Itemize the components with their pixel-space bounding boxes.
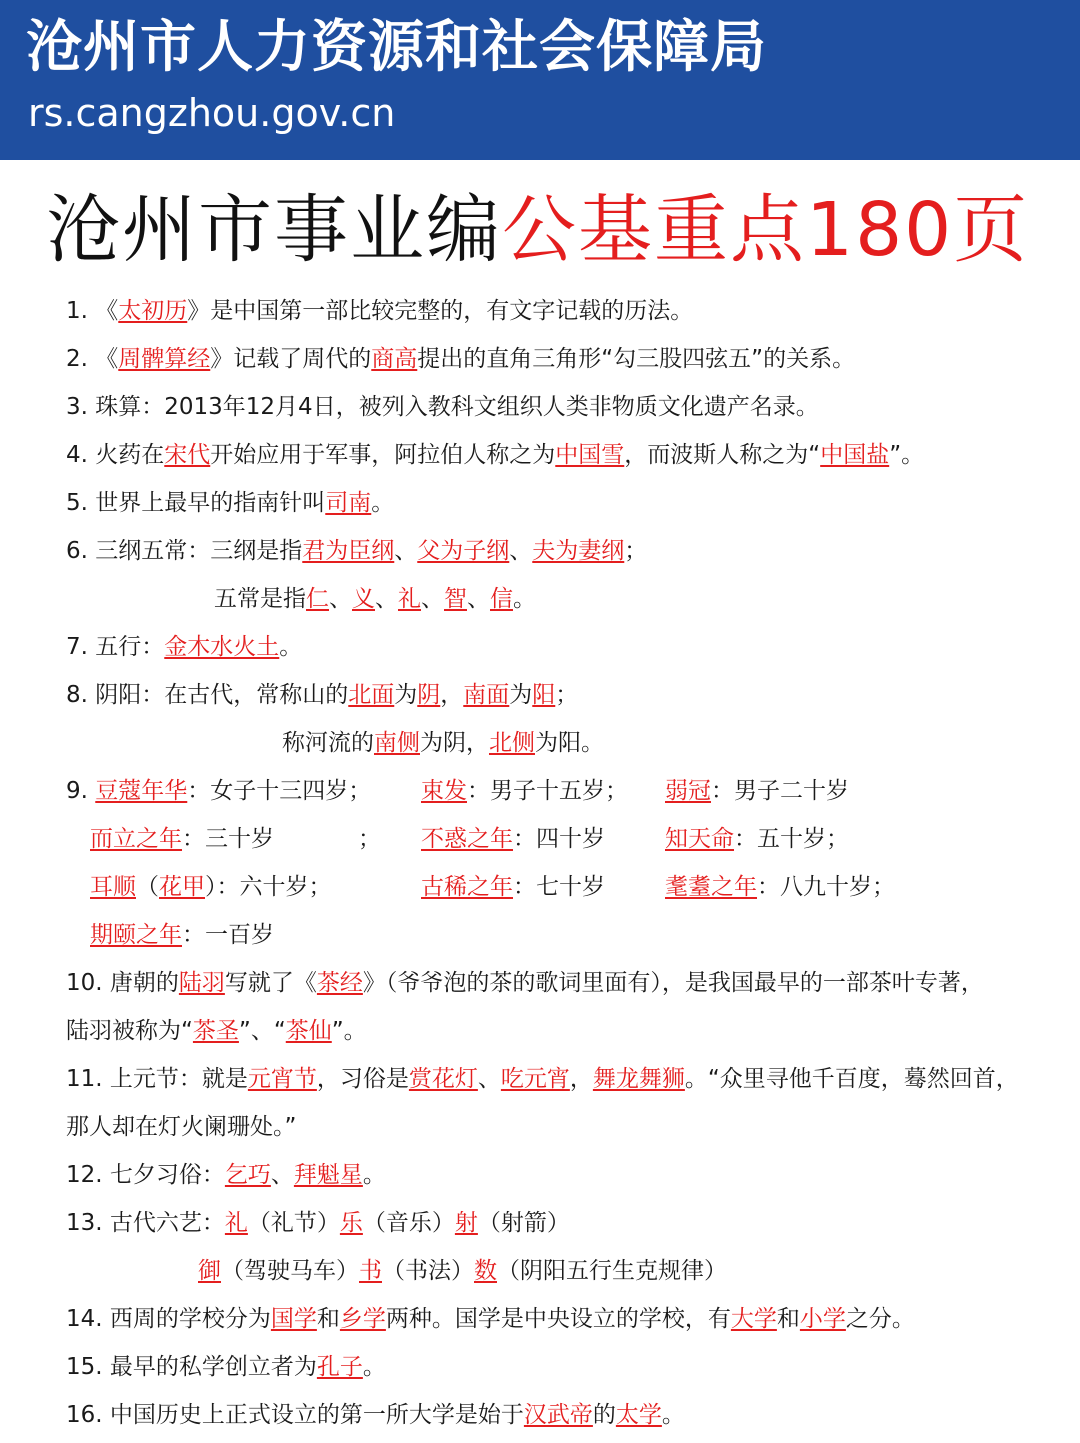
highlighted-term: 信 <box>490 586 513 612</box>
note-text: 和 <box>316 1306 340 1332</box>
note-line-item-4 <box>66 439 924 471</box>
note-text: ：八九十岁； <box>757 874 895 900</box>
note-line-item-8b <box>282 727 604 759</box>
note-text: 、 <box>467 586 490 612</box>
highlighted-term: 孔子 <box>316 1354 363 1380</box>
highlighted-term: 北面 <box>348 682 395 708</box>
note-text: 。 <box>661 1402 685 1428</box>
note-line-item-13a <box>66 1207 570 1239</box>
note-line-item-7 <box>66 631 302 663</box>
note-text: ， <box>440 682 464 708</box>
note-text: ”。 <box>331 1018 367 1044</box>
note-line-item-9c2 <box>421 871 605 903</box>
note-text: （礼节） <box>247 1210 340 1236</box>
note-text: 写就了《 <box>224 970 317 996</box>
note-text: 4. 火药在 <box>66 442 165 468</box>
note-text: 8. 阴阳：在古代，常称山的 <box>66 682 349 708</box>
highlighted-term: 大学 <box>730 1306 777 1332</box>
note-text: 五常是指 <box>214 586 306 612</box>
highlighted-term: 阴 <box>417 682 441 708</box>
note-line-item-10b <box>66 1015 367 1047</box>
note-text: 、 <box>375 586 398 612</box>
note-line-item-9b1 <box>90 823 274 855</box>
note-text: 为阳。 <box>535 730 604 756</box>
note-text: 7. 五行： <box>66 634 165 660</box>
highlighted-term: 智 <box>444 586 467 612</box>
highlighted-term: 茶仙 <box>285 1018 332 1044</box>
note-text: 、 <box>394 538 418 564</box>
highlighted-term: 君为臣纲 <box>302 538 395 564</box>
note-line-item-1 <box>66 295 693 327</box>
note-text: 为阴， <box>420 730 489 756</box>
note-line-item-3 <box>66 391 819 423</box>
highlighted-term: 射 <box>454 1210 478 1236</box>
note-text: 、 <box>329 586 352 612</box>
note-line-item-9d1 <box>90 919 274 951</box>
highlighted-term: 豆蔻年华 <box>95 778 188 804</box>
note-text: ：男子十五岁； <box>467 778 628 804</box>
note-text: 那人却在灯火阑珊处。” <box>66 1114 297 1140</box>
highlighted-term: 乐 <box>339 1210 363 1236</box>
note-text: 、 <box>270 1162 294 1188</box>
highlighted-term: 周髀算经 <box>118 346 211 372</box>
note-line-item-9b1s <box>358 823 381 855</box>
note-text: 、 <box>477 1066 501 1092</box>
note-text: （ <box>136 874 159 900</box>
note-text: 10. 唐朝的 <box>66 970 179 996</box>
note-text: 14. 西周的学校分为 <box>66 1306 271 1332</box>
note-text: 13. 古代六艺： <box>66 1210 225 1236</box>
note-text: 两种。国学是中央设立的学校，有 <box>385 1306 731 1332</box>
note-text: 》（爷爷泡的茶的歌词里面有），是我国最早的一部茶叶专著， <box>362 970 984 996</box>
note-line-item-12 <box>66 1159 386 1191</box>
note-text: ， <box>569 1066 593 1092</box>
note-text: 。 <box>362 1354 386 1380</box>
note-text: ”、“ <box>238 1018 286 1044</box>
highlighted-term: 商高 <box>371 346 418 372</box>
highlighted-term: 拜魁星 <box>293 1162 363 1188</box>
highlighted-term: 乡学 <box>339 1306 386 1332</box>
note-text: 的 <box>592 1402 616 1428</box>
page-title <box>46 180 1029 280</box>
note-text: 2. 《 <box>66 346 119 372</box>
note-text: ”。 <box>889 442 925 468</box>
note-text: ，习俗是 <box>316 1066 409 1092</box>
note-text: （音乐） <box>362 1210 455 1236</box>
page-title-red: 公基重点180页 <box>502 187 1030 273</box>
highlighted-term: 吃元宵 <box>500 1066 570 1092</box>
highlighted-term: 赏花灯 <box>408 1066 478 1092</box>
note-text: 为 <box>394 682 418 708</box>
note-text: ）：六十岁； <box>205 874 332 900</box>
note-line-item-8a <box>66 679 578 711</box>
note-text: 11. 上元节：就是 <box>66 1066 248 1092</box>
note-text: 》记载了周代的 <box>210 346 372 372</box>
note-text: ：三十岁 <box>182 826 274 852</box>
note-line-item-6a <box>66 535 647 567</box>
highlighted-term: 而立之年 <box>90 826 182 852</box>
highlighted-term: 义 <box>352 586 375 612</box>
agency-title: 沧州市人力资源和社会保障局 <box>26 15 767 80</box>
note-text: 1. 《 <box>66 298 119 324</box>
highlighted-term: 御 <box>198 1258 221 1284</box>
note-text: 开始应用于军事，阿拉伯人称之为 <box>210 442 556 468</box>
highlighted-term: 司南 <box>325 490 372 516</box>
note-text: 15. 最早的私学创立者为 <box>66 1354 317 1380</box>
note-text: ，而波斯人称之为“ <box>624 442 821 468</box>
highlighted-term: 束发 <box>421 778 467 804</box>
highlighted-term: 仁 <box>306 586 329 612</box>
highlighted-term: 太初历 <box>118 298 188 324</box>
highlighted-term: 数 <box>474 1258 497 1284</box>
note-line-item-16 <box>66 1399 685 1431</box>
note-text: 9. <box>66 778 96 804</box>
note-text: ：女子十三四岁； <box>187 778 372 804</box>
note-text: 陆羽被称为“ <box>66 1018 193 1044</box>
note-line-item-9b3 <box>665 823 849 855</box>
note-text: （驾驶马车） <box>221 1258 359 1284</box>
note-text: 之分。 <box>845 1306 915 1332</box>
highlighted-term: 南侧 <box>374 730 420 756</box>
highlighted-term: 太学 <box>615 1402 662 1428</box>
highlighted-term: 知天命 <box>665 826 734 852</box>
highlighted-term: 弱冠 <box>665 778 711 804</box>
note-text: ：一百岁 <box>182 922 274 948</box>
note-line-item-10a <box>66 967 984 999</box>
note-line-item-13b <box>198 1255 727 1287</box>
highlighted-term: 茶经 <box>316 970 363 996</box>
note-text: ：七十岁 <box>513 874 605 900</box>
note-line-item-9a3 <box>665 775 849 807</box>
highlighted-term: 不惑之年 <box>421 826 513 852</box>
highlighted-term: 金木水火土 <box>164 634 280 660</box>
highlighted-term: 南面 <box>463 682 510 708</box>
highlighted-term: 中国盐 <box>820 442 890 468</box>
page-title-black: 沧州市事业编 <box>46 187 502 273</box>
note-text: （阴阳五行生克规律） <box>497 1258 727 1284</box>
note-text: 、 <box>509 538 533 564</box>
note-text: 。 <box>279 634 303 660</box>
note-text: 6. 三纲五常：三纲是指 <box>66 538 303 564</box>
note-line-item-2 <box>66 343 855 375</box>
note-line-item-9c3 <box>665 871 895 903</box>
note-text: 3. 珠算：2013年12月4日，被列入教科文组织人类非物质文化遗产名录。 <box>66 394 819 420</box>
highlighted-term: 宋代 <box>164 442 211 468</box>
note-line-item-9b2 <box>421 823 605 855</box>
highlighted-term: 花甲 <box>159 874 205 900</box>
note-text: 5. 世界上最早的指南针叫 <box>66 490 326 516</box>
highlighted-term: 书 <box>359 1258 382 1284</box>
highlighted-term: 父为子纲 <box>417 538 510 564</box>
note-text: ； <box>358 826 381 852</box>
note-line-item-9c1 <box>90 871 332 903</box>
note-line-item-9a1 <box>66 775 371 807</box>
note-line-item-11b <box>66 1111 296 1143</box>
highlighted-term: 期颐之年 <box>90 922 182 948</box>
note-line-item-5 <box>66 487 394 519</box>
note-text: ：五十岁； <box>734 826 849 852</box>
highlighted-term: 国学 <box>270 1306 317 1332</box>
highlighted-term: 陆羽 <box>178 970 225 996</box>
note-text: （射箭） <box>477 1210 570 1236</box>
note-text: 16. 中国历史上正式设立的第一所大学是始于 <box>66 1402 524 1428</box>
highlighted-term: 耳顺 <box>90 874 136 900</box>
note-text: 。 <box>371 490 395 516</box>
note-text: 称河流的 <box>282 730 374 756</box>
highlighted-term: 礼 <box>224 1210 248 1236</box>
note-text: ； <box>555 682 579 708</box>
note-line-item-14 <box>66 1303 915 1335</box>
note-text: 。 <box>513 586 536 612</box>
highlighted-term: 汉武帝 <box>523 1402 593 1428</box>
highlighted-term: 耄耋之年 <box>665 874 757 900</box>
agency-url[interactable]: rs.cangzhou.gov.cn <box>28 91 396 135</box>
header-banner <box>0 0 1080 160</box>
highlighted-term: 乞巧 <box>224 1162 271 1188</box>
highlighted-term: 礼 <box>398 586 421 612</box>
highlighted-term: 小学 <box>799 1306 846 1332</box>
note-text: 。“众里寻他千百度，蓦然回首， <box>684 1066 1019 1092</box>
highlighted-term: 茶圣 <box>192 1018 239 1044</box>
note-text: ； <box>624 538 648 564</box>
note-line-item-9a2 <box>421 775 628 807</box>
note-text: ：男子二十岁 <box>711 778 849 804</box>
note-text: ：四十岁 <box>513 826 605 852</box>
note-text: 和 <box>776 1306 800 1332</box>
note-text: （书法） <box>382 1258 474 1284</box>
highlighted-term: 阳 <box>532 682 556 708</box>
highlighted-term: 舞龙舞狮 <box>592 1066 685 1092</box>
note-line-item-15 <box>66 1351 386 1383</box>
note-text: 》是中国第一部比较完整的，有文字记载的历法。 <box>187 298 694 324</box>
highlighted-term: 夫为妻纲 <box>532 538 625 564</box>
note-text: 12. 七夕习俗： <box>66 1162 225 1188</box>
note-text: 。 <box>362 1162 386 1188</box>
highlighted-term: 元宵节 <box>247 1066 317 1092</box>
note-text: 提出的直角三角形“勾三股四弦五”的关系。 <box>417 346 856 372</box>
note-line-item-6b <box>214 583 536 615</box>
highlighted-term: 北侧 <box>489 730 535 756</box>
highlighted-term: 中国雪 <box>555 442 625 468</box>
note-text: 、 <box>421 586 444 612</box>
note-text: 为 <box>509 682 533 708</box>
note-line-item-11a <box>66 1063 1019 1095</box>
highlighted-term: 古稀之年 <box>421 874 513 900</box>
